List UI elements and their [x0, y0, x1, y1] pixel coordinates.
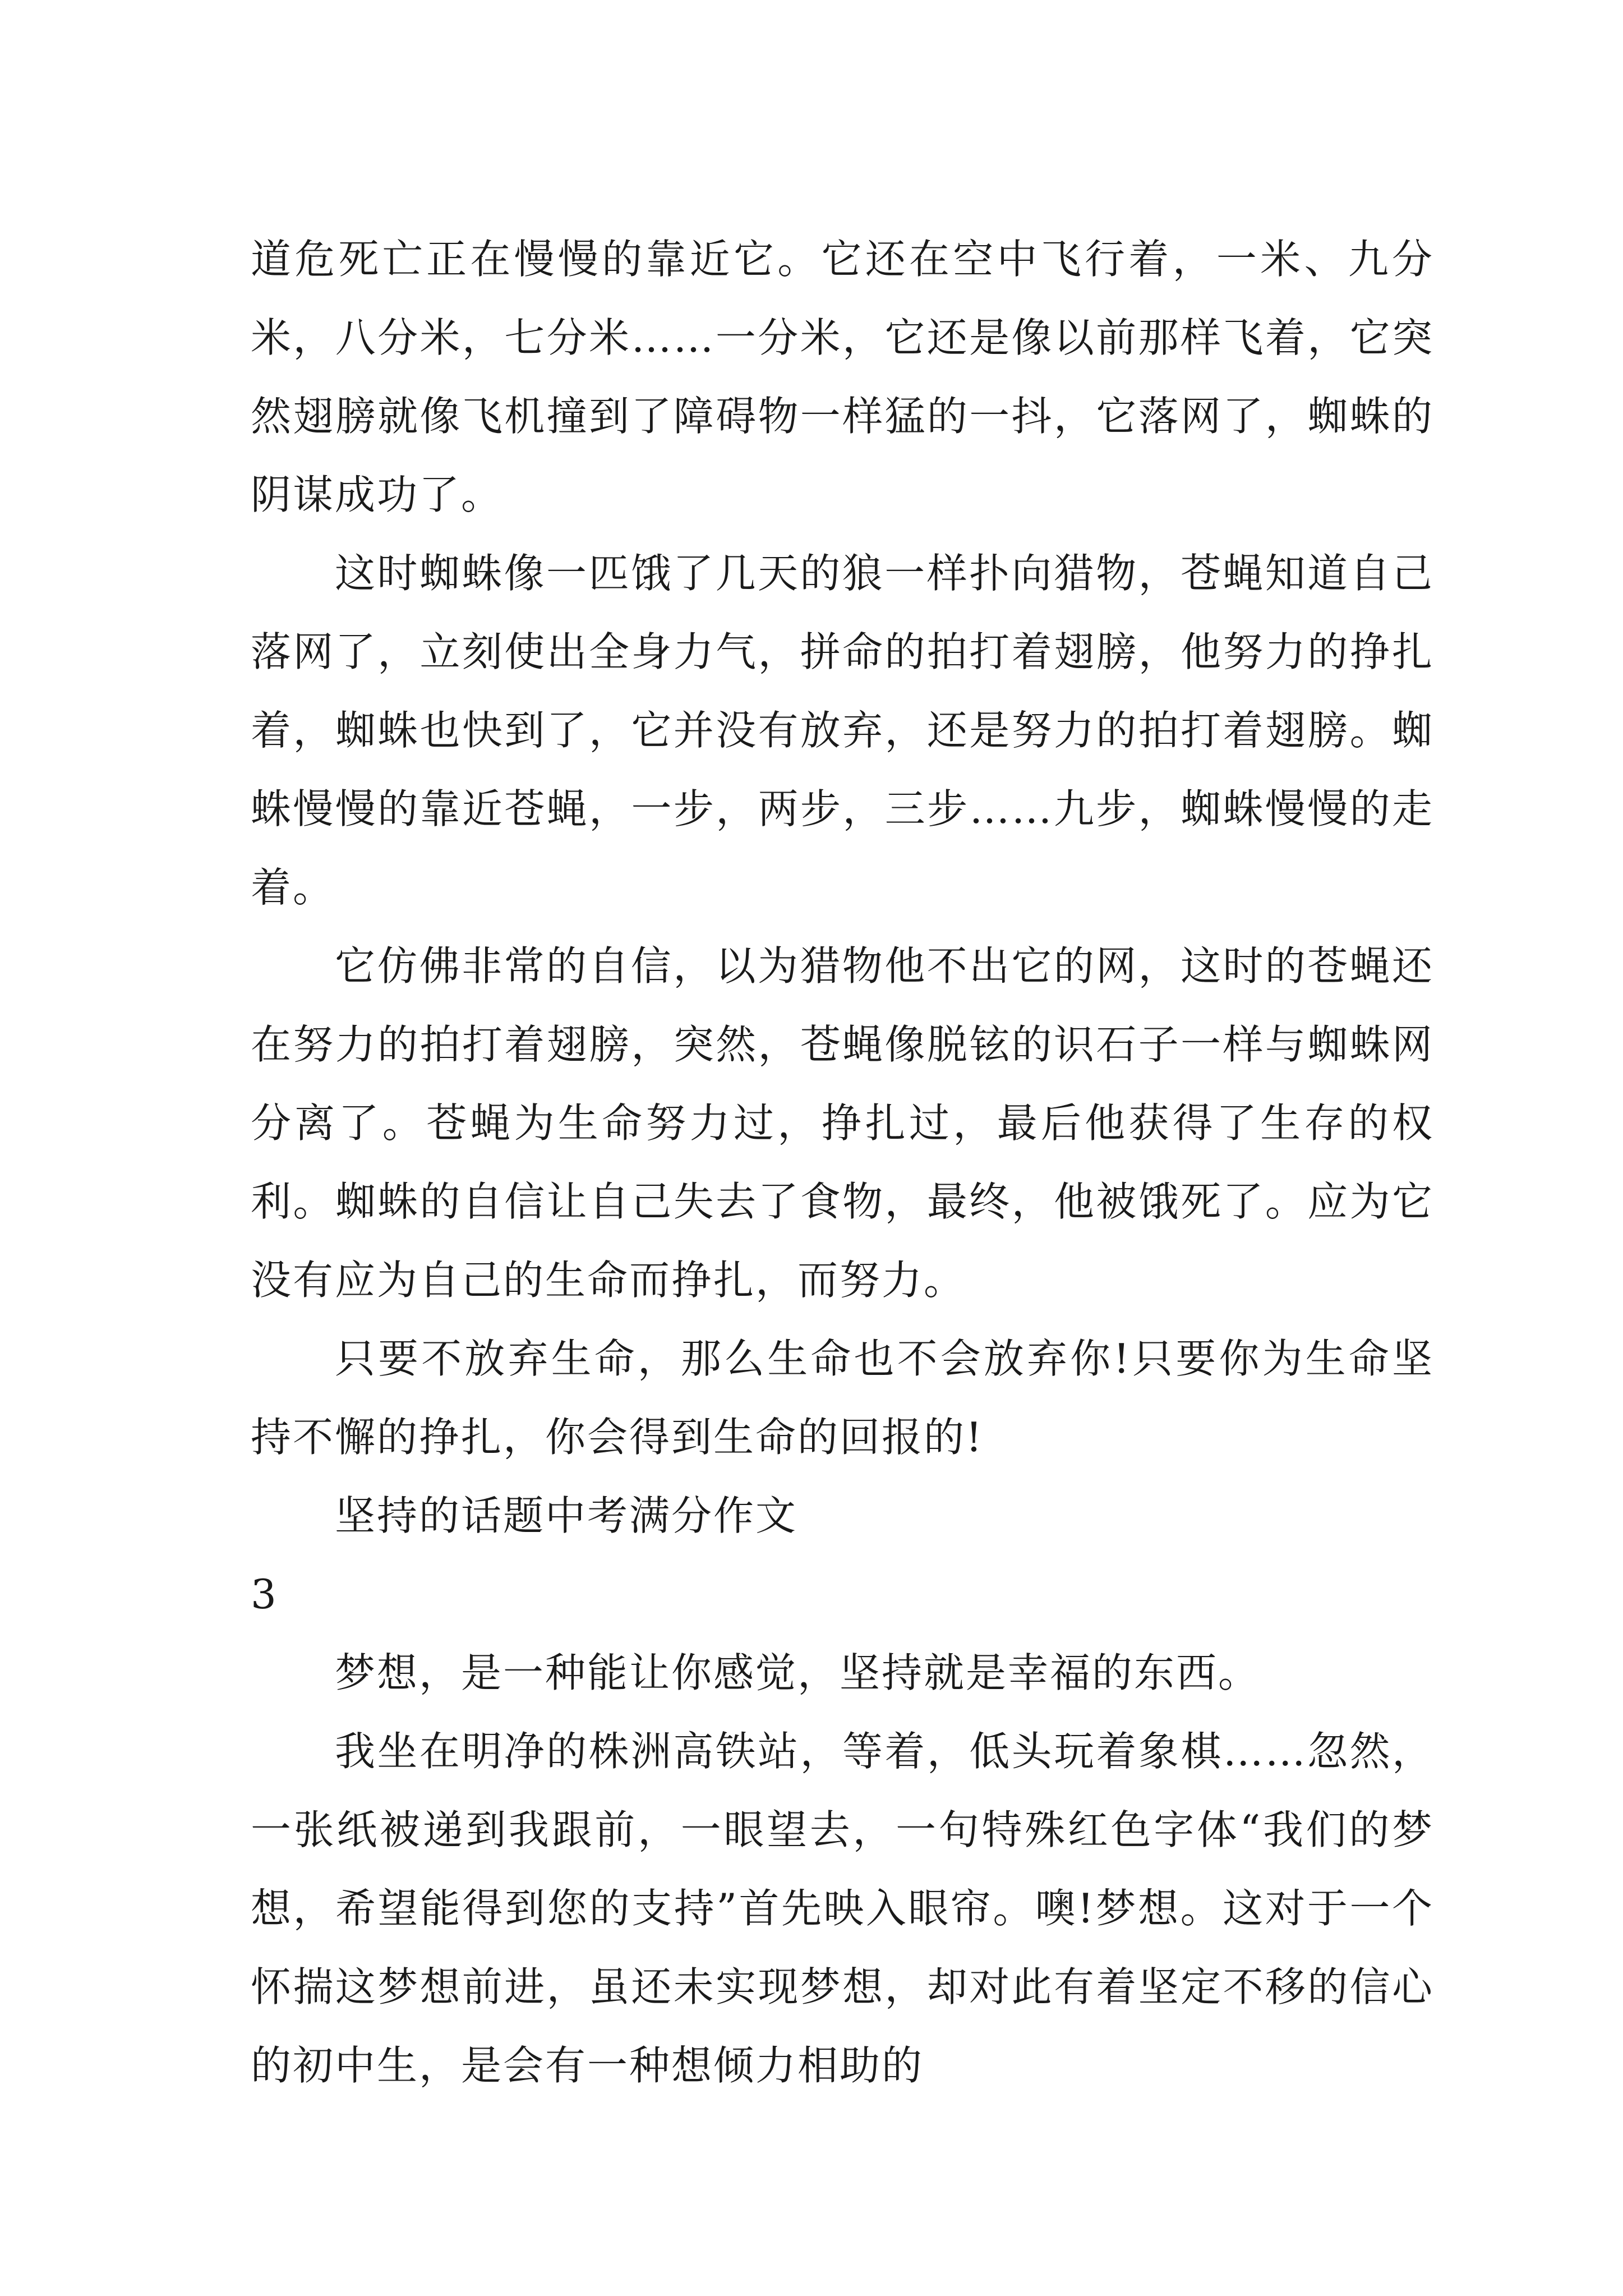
- paragraph: 我坐在明净的株洲高铁站，等着，低头玩着象棋……忽然，一张纸被递到我跟前，一眼望去，一句特殊红色字体“我们的梦想，希望能得到您的支持”首先映入眼帘。噢!梦想。这对于一个怀揣这梦想前进，虽还未实现梦想，却对此有着坚定不移的信心的初中生，是会有一种想倾力相助的: [251, 1728, 1434, 2089]
- paragraph: 这时蜘蛛像一匹饿了几天的狼一样扑向猎物，苍蝇知道自己落网了，立刻使出全身力气，拼命的拍打着翅膀，他努力的挣扎着，蜘蛛也快到了，它并没有放弃，还是努力的拍打着翅膀。蜘蛛慢慢的靠近苍蝇，一步，两步，三步……九步，蜘蛛慢慢的走着。: [251, 550, 1434, 911]
- document-body: [251, 220, 1434, 2105]
- section-number: 3: [251, 1571, 278, 1618]
- paragraph: 只要不放弃生命，那么生命也不会放弃你!只要你为生命坚持不懈的挣扎，你会得到生命的回报的!: [251, 1335, 1434, 1461]
- section-title: 坚持的话题中考满分作文: [335, 1492, 798, 1539]
- paragraph: 梦想，是一种能让你感觉，坚持就是幸福的东西。: [335, 1649, 1261, 1696]
- paragraph: 道危死亡正在慢慢的靠近它。它还在空中飞行着，一米、九分米，八分米，七分米……一分米，它还是像以前那样飞着，它突然翅膀就像飞机撞到了障碍物一样猛的一抖，它落网了，蜘蛛的阴谋成功了。: [251, 236, 1434, 518]
- paragraph: 它仿佛非常的自信，以为猎物他不出它的网，这时的苍蝇还在努力的拍打着翅膀，突然，苍蝇像脱铉的识石子一样与蜘蛛网分离了。苍蝇为生命努力过，挣扎过，最后他获得了生存的权利。蜘蛛的自信让自己失去了食物，最终，他被饿死了。应为它没有应为自己的生命而挣扎，而努力。: [251, 942, 1434, 1304]
